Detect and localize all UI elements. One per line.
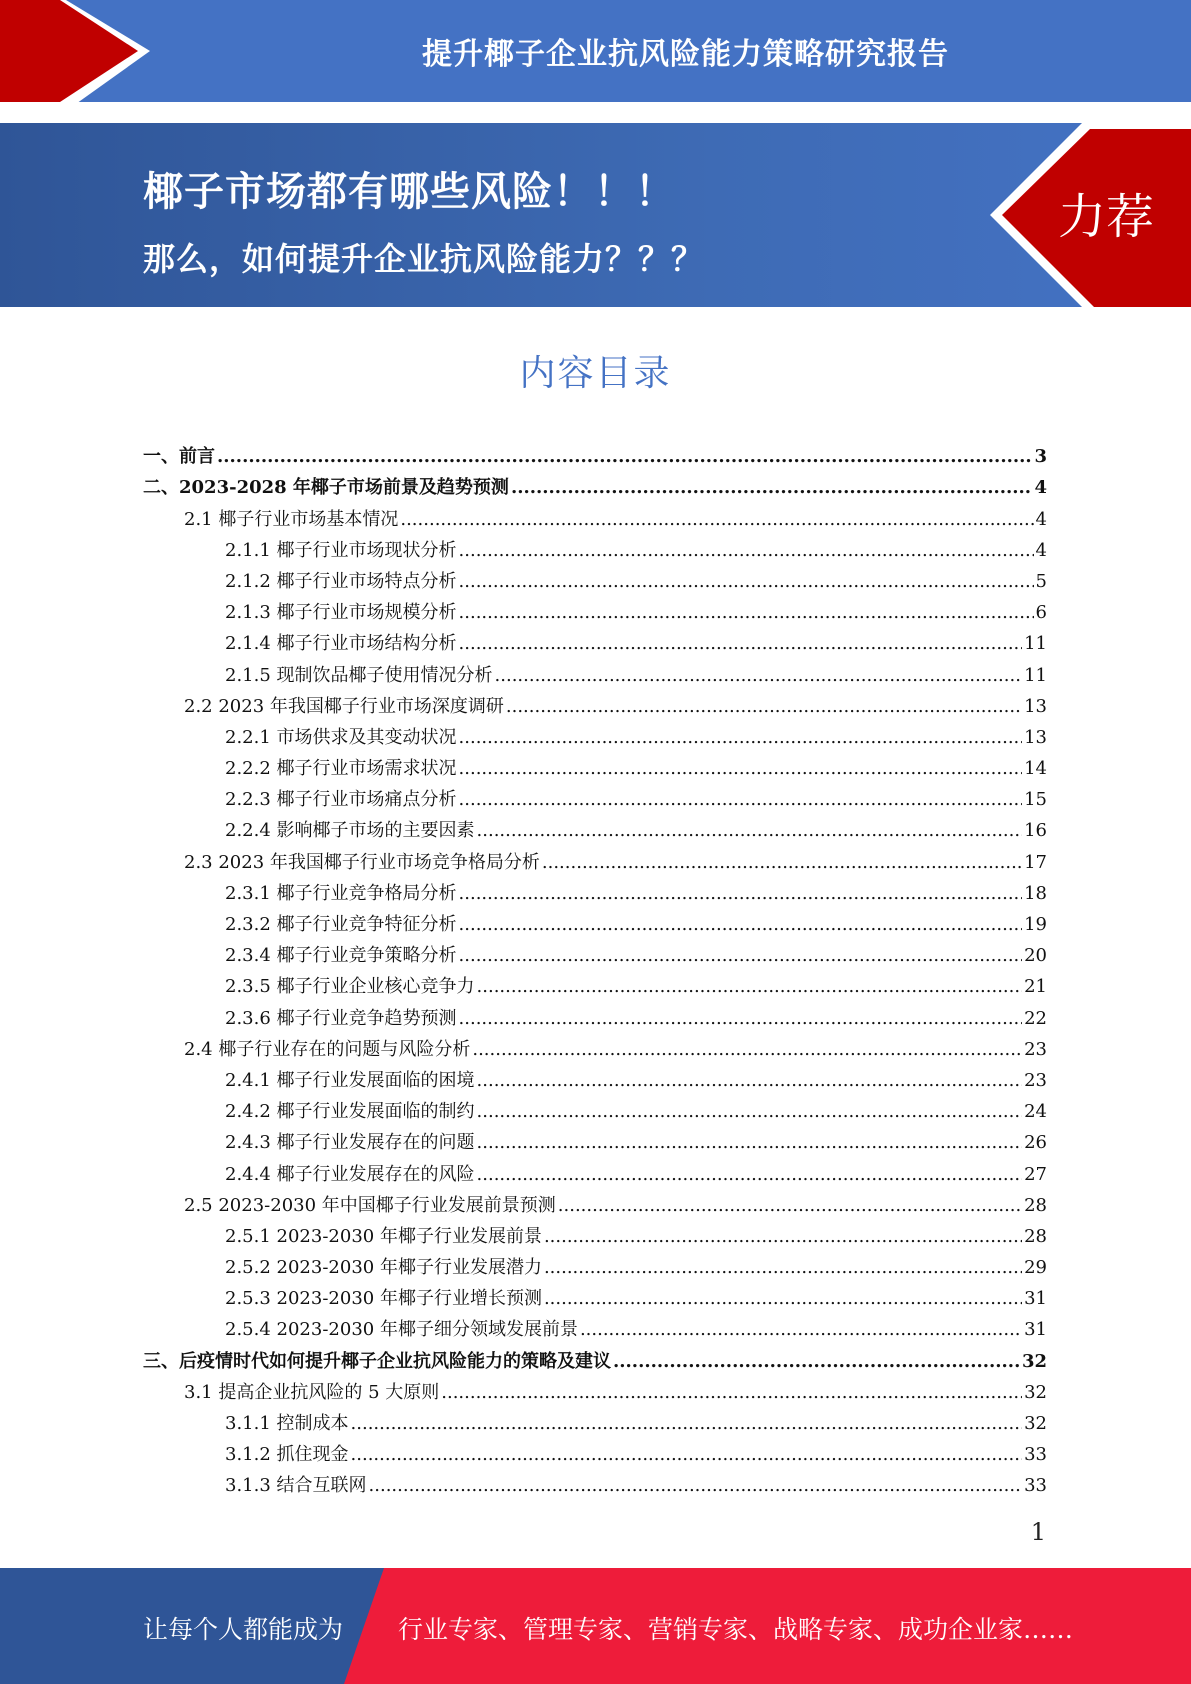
toc-entry[interactable] — [143, 936, 1047, 967]
toc-dot-leader — [441, 1382, 1022, 1404]
toc-entry-label: 2.4 椰子行业存在的问题与风险分析 — [184, 1038, 471, 1060]
toc-entry-page: 28 — [1024, 1194, 1047, 1216]
toc-entry-page: 21 — [1024, 976, 1047, 998]
toc-dot-leader — [351, 1413, 1023, 1435]
toc-dot-leader — [459, 758, 1023, 780]
toc-dot-leader — [459, 540, 1034, 562]
toc-entry[interactable] — [143, 437, 1047, 468]
toc-entry[interactable] — [143, 499, 1047, 530]
toc-dot-leader — [459, 883, 1023, 905]
toc-dot-leader — [544, 1226, 1022, 1248]
toc-entry[interactable] — [143, 1341, 1047, 1372]
toc-dot-leader — [477, 976, 1023, 998]
toc-dot-leader — [459, 914, 1023, 936]
toc-entry-label: 一、前言 — [143, 446, 215, 468]
report-title: 提升椰子企业抗风险能力策略研究报告 — [422, 37, 949, 72]
toc-dot-leader — [459, 1008, 1023, 1030]
toc-entry-label: 2.1.4 椰子行业市场结构分析 — [225, 633, 457, 655]
toc-entry[interactable] — [143, 1435, 1047, 1466]
toc-entry-label: 2.1 椰子行业市场基本情况 — [184, 508, 399, 530]
toc-entry-page: 32 — [1024, 1381, 1047, 1403]
hero-headline: 椰子市场都有哪些风险！！！ — [143, 169, 676, 215]
toc-entry[interactable] — [143, 1404, 1047, 1435]
toc-dot-leader — [477, 1164, 1023, 1186]
toc-entry-label: 2.3 2023 年我国椰子行业市场竞争格局分析 — [184, 851, 540, 873]
toc-entry-page: 11 — [1024, 664, 1047, 686]
toc-dot-leader — [544, 1288, 1022, 1310]
toc-entry[interactable] — [143, 1154, 1047, 1185]
toc-dot-leader — [558, 1195, 1022, 1217]
toc-entry-label: 2.2.1 市场供求及其变动状况 — [225, 726, 457, 748]
toc-entry-page: 11 — [1024, 633, 1047, 655]
toc-dot-leader — [477, 1132, 1023, 1154]
toc-dot-leader — [459, 602, 1034, 624]
toc-dot-leader — [613, 1351, 1020, 1373]
toc-entry[interactable] — [143, 531, 1047, 562]
toc-entry[interactable] — [143, 593, 1047, 624]
toc-entry-label: 2.4.4 椰子行业发展存在的风险 — [225, 1163, 475, 1185]
toc-entry-label: 2.2.2 椰子行业市场需求状况 — [225, 758, 457, 780]
toc-entry[interactable] — [143, 1030, 1047, 1061]
toc-entry-page: 18 — [1024, 882, 1047, 904]
toc-entry-page: 14 — [1024, 758, 1047, 780]
toc-dot-leader — [400, 509, 1033, 531]
footer-slogan-left: 让每个人都能成为 — [143, 1615, 344, 1644]
toc-entry-label: 2.1.5 现制饮品椰子使用情况分析 — [225, 664, 493, 686]
toc-entry-page: 20 — [1024, 945, 1047, 967]
toc-dot-leader — [459, 571, 1034, 593]
toc-entry[interactable] — [143, 874, 1047, 905]
footer-slogan-right: 行业专家、管理专家、营销专家、战略专家、成功企业家…… — [398, 1615, 1074, 1644]
toc-entry-page: 31 — [1024, 1288, 1047, 1310]
toc-entry-label: 2.5.4 2023-2030 年椰子细分领域发展前景 — [225, 1319, 578, 1341]
toc-dot-leader — [459, 727, 1023, 749]
toc-entry-label: 2.4.3 椰子行业发展存在的问题 — [225, 1132, 475, 1154]
toc-entry-page: 29 — [1024, 1257, 1047, 1279]
toc-dot-leader — [459, 789, 1023, 811]
toc-dot-leader — [459, 633, 1023, 655]
toc-entry[interactable] — [143, 562, 1047, 593]
toc-entry-page: 27 — [1024, 1163, 1047, 1185]
toc-entry-page: 33 — [1024, 1475, 1047, 1497]
toc-entry-label: 2.4.1 椰子行业发展面临的困境 — [225, 1069, 475, 1091]
toc-entry-label: 2.5.3 2023-2030 年椰子行业增长预测 — [225, 1288, 542, 1310]
hero-subheadline: 那么，如何提升企业抗风险能力？？？ — [143, 240, 705, 278]
toc-dot-leader — [472, 1039, 1022, 1061]
toc-entry-label: 2.1.1 椰子行业市场现状分析 — [225, 539, 457, 561]
toc-entry[interactable] — [143, 687, 1047, 718]
toc-entry-page: 23 — [1024, 1038, 1047, 1060]
toc-entry-label: 二、2023-2028 年椰子市场前景及趋势预测 — [143, 477, 509, 499]
toc-entry-label: 3.1.2 抓住现金 — [225, 1444, 349, 1466]
toc-entry-label: 2.2.3 椰子行业市场痛点分析 — [225, 789, 457, 811]
table-of-contents — [143, 437, 1047, 1497]
toc-dot-leader — [580, 1319, 1022, 1341]
toc-entry-page: 17 — [1024, 851, 1047, 873]
toc-entry[interactable] — [143, 811, 1047, 842]
toc-entry[interactable] — [143, 1373, 1047, 1404]
toc-entry-label: 2.2 2023 年我国椰子行业市场深度调研 — [184, 695, 504, 717]
toc-entry[interactable] — [143, 1186, 1047, 1217]
toc-heading: 内容目录 — [519, 353, 672, 394]
toc-entry-label: 2.5.2 2023-2030 年椰子行业发展潜力 — [225, 1257, 542, 1279]
toc-entry-label: 2.1.3 椰子行业市场规模分析 — [225, 602, 457, 624]
toc-entry-page: 22 — [1024, 1007, 1047, 1029]
toc-entry[interactable] — [143, 1061, 1047, 1092]
toc-entry-page: 31 — [1024, 1319, 1047, 1341]
toc-entry-label: 3.1.3 结合互联网 — [225, 1475, 367, 1497]
toc-entry[interactable] — [143, 967, 1047, 998]
toc-entry-label: 三、后疫情时代如何提升椰子企业抗风险能力的策略及建议 — [143, 1350, 611, 1372]
toc-entry-page: 4 — [1034, 477, 1047, 499]
toc-entry[interactable] — [143, 905, 1047, 936]
page-number: 1 — [1030, 1518, 1046, 1546]
toc-entry-page: 13 — [1024, 726, 1047, 748]
toc-entry[interactable] — [143, 1217, 1047, 1248]
toc-entry[interactable] — [143, 780, 1047, 811]
toc-entry-page: 4 — [1035, 539, 1047, 561]
toc-entry[interactable] — [143, 655, 1047, 686]
toc-entry[interactable] — [143, 1123, 1047, 1154]
toc-dot-leader — [506, 696, 1022, 718]
toc-entry-label: 2.1.2 椰子行业市场特点分析 — [225, 570, 457, 592]
toc-entry-label: 2.2.4 影响椰子市场的主要因素 — [225, 820, 475, 842]
toc-entry[interactable] — [143, 842, 1047, 873]
toc-entry-label: 2.5 2023-2030 年中国椰子行业发展前景预测 — [184, 1194, 556, 1216]
toc-entry-page: 6 — [1035, 602, 1047, 624]
toc-entry[interactable] — [143, 1279, 1047, 1310]
toc-entry-label: 2.5.1 2023-2030 年椰子行业发展前景 — [225, 1225, 542, 1247]
toc-entry[interactable] — [143, 468, 1047, 499]
toc-dot-leader — [477, 820, 1023, 842]
toc-entry-page: 16 — [1024, 820, 1047, 842]
toc-dot-leader — [511, 477, 1033, 499]
toc-entry-page: 15 — [1024, 789, 1047, 811]
toc-entry-label: 3.1 提高企业抗风险的 5 大原则 — [184, 1381, 440, 1403]
toc-entry-label: 2.3.6 椰子行业竞争趋势预测 — [225, 1007, 457, 1029]
toc-dot-leader — [369, 1475, 1023, 1497]
toc-dot-leader — [459, 945, 1023, 967]
toc-entry[interactable] — [143, 624, 1047, 655]
toc-entry-page: 4 — [1035, 508, 1047, 530]
toc-dot-leader — [542, 852, 1022, 874]
toc-dot-leader — [217, 446, 1032, 468]
toc-entry-page: 19 — [1024, 914, 1047, 935]
toc-dot-leader — [495, 665, 1023, 687]
toc-entry-label: 2.3.2 椰子行业竞争特征分析 — [225, 914, 457, 935]
toc-entry-page: 33 — [1024, 1444, 1047, 1466]
toc-entry-page: 28 — [1024, 1225, 1047, 1247]
toc-entry[interactable] — [143, 1248, 1047, 1279]
toc-entry[interactable] — [143, 998, 1047, 1029]
toc-entry-page: 24 — [1024, 1101, 1047, 1123]
toc-entry-page: 13 — [1024, 695, 1047, 717]
toc-dot-leader — [477, 1101, 1023, 1123]
toc-entry[interactable] — [143, 1466, 1047, 1497]
toc-dot-leader — [544, 1257, 1022, 1279]
toc-entry-page: 23 — [1024, 1069, 1047, 1091]
toc-entry[interactable] — [143, 1092, 1047, 1123]
toc-entry[interactable] — [143, 718, 1047, 749]
toc-entry-label: 2.3.1 椰子行业竞争格局分析 — [225, 882, 457, 904]
toc-entry-page: 32 — [1021, 1350, 1047, 1372]
toc-entry-page: 5 — [1035, 570, 1047, 592]
toc-entry-page: 3 — [1034, 446, 1047, 468]
recommend-badge: 力荐 — [1058, 189, 1155, 245]
toc-dot-leader — [351, 1444, 1023, 1466]
toc-entry-label: 2.4.2 椰子行业发展面临的制约 — [225, 1101, 475, 1123]
toc-entry-page: 26 — [1024, 1132, 1047, 1154]
toc-dot-leader — [477, 1070, 1023, 1092]
toc-entry[interactable] — [143, 749, 1047, 780]
toc-entry-page: 32 — [1024, 1413, 1047, 1434]
toc-entry-label: 2.3.5 椰子行业企业核心竞争力 — [225, 976, 475, 998]
toc-entry[interactable] — [143, 1310, 1047, 1341]
toc-entry-label: 2.3.4 椰子行业竞争策略分析 — [225, 945, 457, 967]
toc-entry-label: 3.1.1 控制成本 — [225, 1413, 349, 1434]
